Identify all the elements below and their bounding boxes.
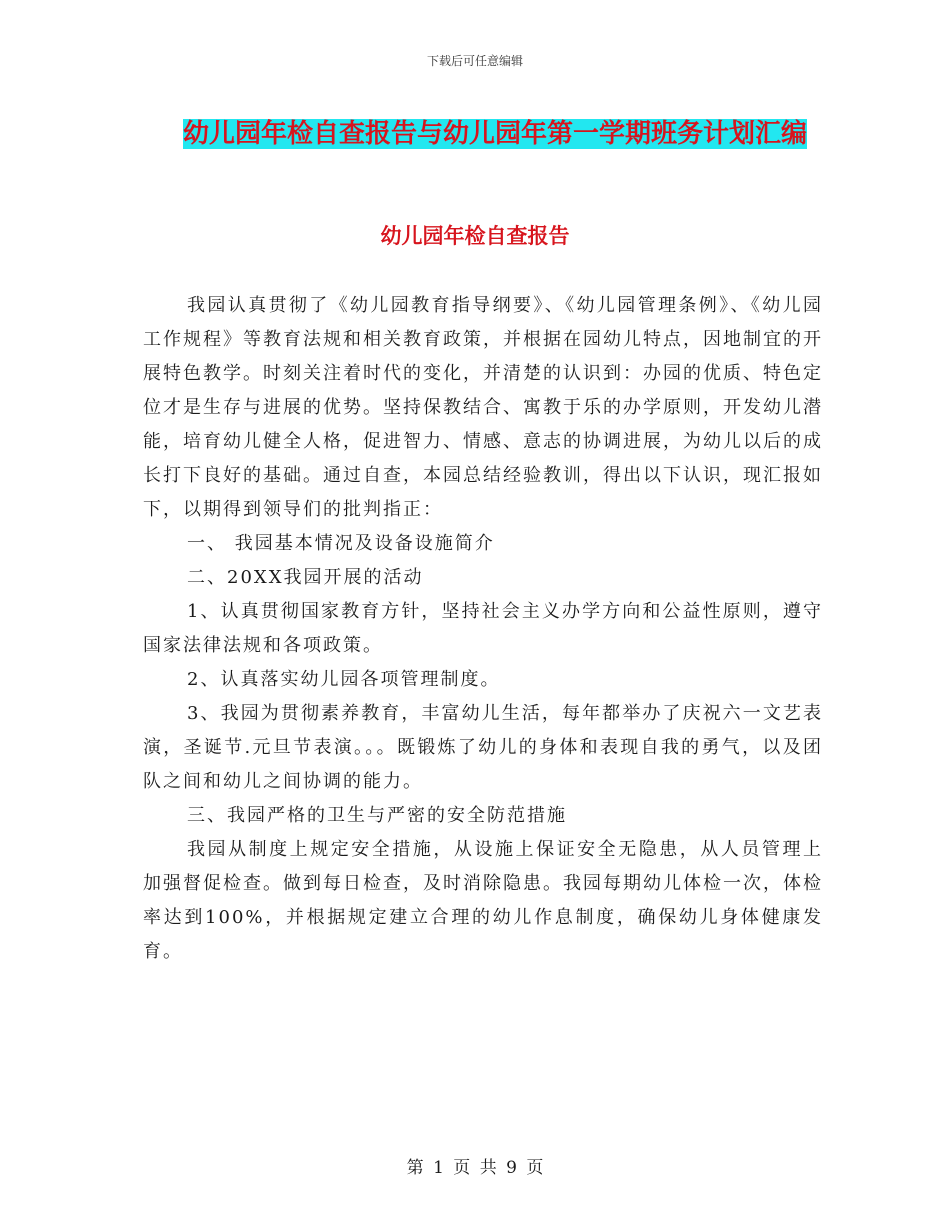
paragraph-safety: 我园从制度上规定安全措施，从设施上保证安全无隐患，从人员管理上加强督促检查。做到每日检查，及时消除隐患。我园每期幼儿体检一次，体检率达到100%，并根据规定建立合理的幼儿作息制度，确保幼儿身体健康发育。	[143, 839, 823, 962]
section-title: 幼儿园年检自查报告	[380, 224, 570, 248]
paragraph-item-2: 2、认真落实幼儿园各项管理制度。	[187, 669, 501, 690]
paragraph-heading-1: 一、 我园基本情况及设备设施简介	[187, 533, 495, 554]
paragraph-heading-3: 三、我园严格的卫生与严密的安全防范措施	[187, 805, 567, 826]
document-body	[143, 289, 823, 969]
paragraph-item-3: 3、我园为贯彻素养教育，丰富幼儿生活，每年都举办了庆祝六一文艺表演，圣诞节.元旦节表演。。。既锻炼了幼儿的身体和表现自我的勇气，以及团队之间和幼儿之间协调的能力。	[143, 703, 823, 792]
document-title	[150, 112, 840, 156]
page-footer: 第 1 页 共 9 页	[406, 1158, 544, 1178]
document-title-text: 幼儿园年检自查报告与幼儿园年第一学期班务计划汇编	[182, 119, 807, 149]
paragraph-intro: 我园认真贯彻了《幼儿园教育指导纲要》、《幼儿园管理条例》、《幼儿园工作规程》等教育法规和相关教育政策，并根据在园幼儿特点，因地制宜的开展特色教学。时刻关注着时代的变化，并清楚的认识到：办园的优质、特色定位才是生存与进展的优势。坚持保教结合、寓教于乐的办学原则，开发幼儿潜能，培育幼儿健全人格，促进智力、情感、意志的协调进展，为幼儿以后的成长打下良好的基础。通过自查，本园总结经验教训，得出以下认识，现汇报如下，以期得到领导们的批判指正：	[143, 295, 823, 520]
paragraph-heading-2: 二、20XX我园开展的活动	[187, 567, 424, 588]
paragraph-item-1: 1、认真贯彻国家教育方针，坚持社会主义办学方向和公益性原则，遵守国家法律法规和各项政策。	[143, 601, 823, 656]
header-note: 下载后可任意编辑	[426, 54, 523, 68]
